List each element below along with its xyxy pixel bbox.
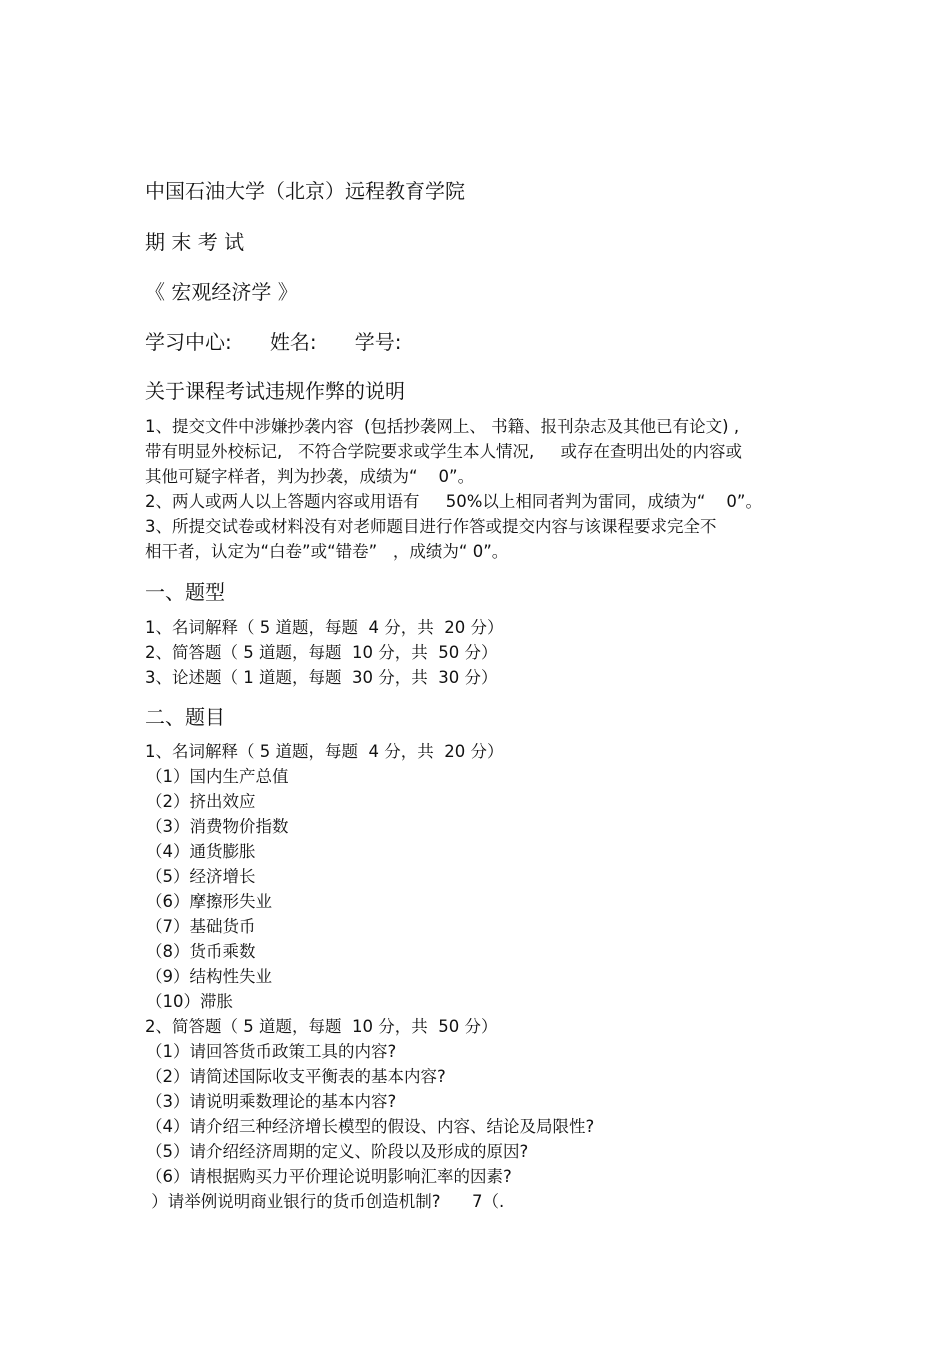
- question-type-item: 1、名词解释（ 5 道题，每题 4 分，共 20 分）: [145, 618, 504, 637]
- notice-line: 其他可疑字样者，判为抄袭，成绩为“ 0”。: [145, 467, 475, 486]
- short-answer-item: （2）请简述国际收支平衡表的基本内容?: [146, 1067, 446, 1086]
- section-title-questions: 二、题目: [145, 705, 225, 729]
- section-title-question-types: 一、题型: [145, 580, 225, 604]
- part-title-terms: 1、名词解释（ 5 道题，每题 4 分，共 20 分）: [145, 742, 504, 761]
- short-answer-item: （5）请介绍经济周期的定义、阶段以及形成的原因?: [146, 1142, 529, 1161]
- short-answer-item: （6）请根据购买力平价理论说明影响汇率的因素?: [146, 1167, 512, 1186]
- term-item: （8）货币乘数: [146, 942, 256, 961]
- student-info-fields: 学习中心: 姓名: 学号:: [145, 330, 402, 354]
- short-answer-item: （1）请回答货币政策工具的内容?: [146, 1042, 397, 1061]
- term-item: （9）结构性失业: [146, 967, 272, 986]
- short-answer-item: ）请举例说明商业银行的货币创造机制? 7（.: [146, 1192, 505, 1211]
- institution-title: 中国石油大学（北京）远程教育学院: [145, 179, 465, 203]
- exam-type: 期 末 考 试: [145, 230, 245, 254]
- term-item: （4）通货膨胀: [146, 842, 256, 861]
- course-title: 《 宏观经济学 》: [145, 280, 298, 304]
- term-item: （5）经济增长: [146, 867, 256, 886]
- question-type-item: 2、简答题（ 5 道题，每题 10 分，共 50 分）: [145, 643, 498, 662]
- term-item: （3）消费物价指数: [146, 817, 289, 836]
- notice-line: 带有明显外校标记, 不符合学院要求或学生本人情况, 或存在查明出处的内容或: [145, 442, 742, 461]
- term-item: （10）滞胀: [146, 992, 233, 1011]
- notice-line: 2、两人或两人以上答题内容或用语有 50%以上相同者判为雷同，成绩为“ 0”。: [145, 492, 762, 511]
- term-item: （1）国内生产总值: [146, 767, 289, 786]
- term-item: （2）挤出效应: [146, 792, 256, 811]
- term-item: （6）摩擦形失业: [146, 892, 272, 911]
- part-title-short-answer: 2、简答题（ 5 道题，每题 10 分，共 50 分）: [145, 1017, 498, 1036]
- short-answer-item: （3）请说明乘数理论的基本内容?: [146, 1092, 397, 1111]
- short-answer-item: （4）请介绍三种经济增长模型的假设、内容、结论及局限性?: [146, 1117, 595, 1136]
- notice-title: 关于课程考试违规作弊的说明: [145, 379, 405, 403]
- question-type-item: 3、论述题（ 1 道题，每题 30 分，共 30 分）: [145, 668, 498, 687]
- term-item: （7）基础货币: [146, 917, 256, 936]
- notice-line: 3、所提交试卷或材料没有对老师题目进行作答或提交内容与该课程要求完全不: [145, 517, 717, 536]
- notice-line: 1、提交文件中涉嫌抄袭内容 (包括抄袭网上、 书籍、报刊杂志及其他已有论文) ,: [145, 417, 740, 436]
- notice-line: 相干者，认定为“白卷”或“错卷” ，成绩为“ 0”。: [145, 542, 509, 561]
